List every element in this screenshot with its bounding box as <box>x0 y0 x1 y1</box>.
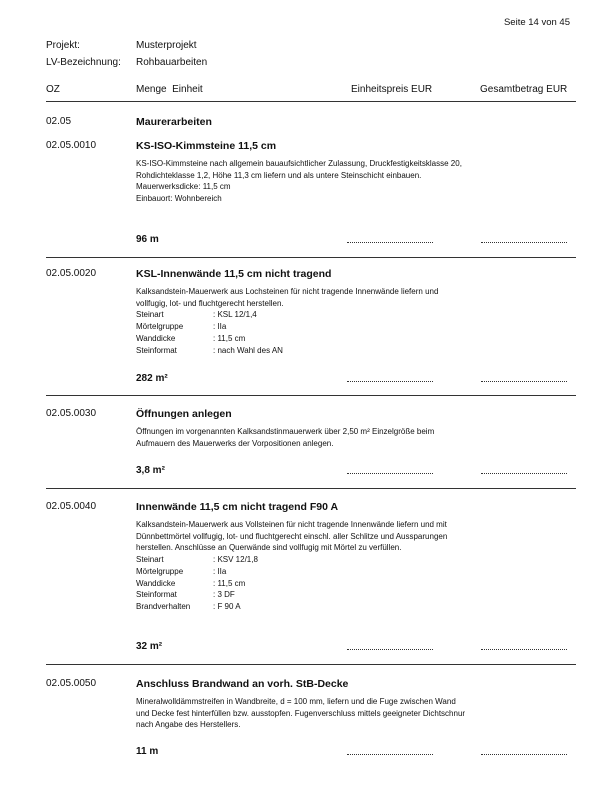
property-key: Mörtelgruppe <box>136 566 184 576</box>
total-price-field <box>481 381 567 382</box>
position-description <box>136 426 556 449</box>
description-line: vollfugig, lot- und fluchtgerecht herstellen. <box>136 298 284 308</box>
page-number: Seite 14 von 45 <box>503 17 570 28</box>
description-line: nach Angabe des Herstellers. <box>136 720 241 730</box>
property-row <box>136 566 556 578</box>
lv-label: LV-Bezeichnung: <box>46 57 121 68</box>
project-value: Musterprojekt <box>136 40 197 51</box>
property-value: : F 90 A <box>213 601 241 611</box>
property-row <box>136 578 556 590</box>
position-oz: 02.05.0020 <box>46 268 97 279</box>
item-separator <box>46 257 576 258</box>
position-oz: 02.05.0030 <box>46 408 97 419</box>
header-rule <box>46 101 576 102</box>
position-oz: 02.05.0040 <box>46 501 97 512</box>
property-value: : KSV 12/1,8 <box>213 555 258 565</box>
property-key: Mörtelgruppe <box>136 322 184 332</box>
unit-price-field <box>347 473 433 474</box>
project-label: Projekt: <box>46 40 80 51</box>
item-separator <box>46 395 576 396</box>
section-oz: 02.05 <box>46 116 72 127</box>
property-key: Wanddicke <box>136 578 176 588</box>
position-quantity: 11 m <box>136 746 159 757</box>
property-value: : IIa <box>213 566 227 576</box>
property-row <box>136 333 556 345</box>
item-separator <box>46 664 576 665</box>
column-gesamtbetrag: Gesamtbetrag EUR <box>480 84 568 95</box>
total-price-field <box>481 649 567 650</box>
position-oz: 02.05.0010 <box>46 140 97 151</box>
property-value: : IIa <box>213 322 227 332</box>
description-line: Dünnbettmörtel vollfugig, lot- und fluchtgerecht einschl. aller Schlitze und Aussparungen <box>136 531 448 541</box>
property-value: : 11,5 cm <box>213 578 246 588</box>
description-line: und Decke fest hinterfüllen bzw. ausstopfen. Fugenverschluss mittels geeigneter Dichtschnur <box>136 708 466 718</box>
column-einheitspreis: Einheitspreis EUR <box>351 84 433 95</box>
description-line: Mauerwerksdicke: 11,5 cm <box>136 182 231 192</box>
position-title: Anschluss Brandwand an vorh. StB-Decke <box>136 678 349 690</box>
total-price-field <box>481 473 567 474</box>
property-row <box>136 321 556 333</box>
position-description <box>136 519 556 613</box>
position-description <box>136 286 556 356</box>
description-line: Kalksandstein-Mauerwerk aus Vollsteinen für nicht tragende Innenwände liefern und mit <box>136 520 447 529</box>
property-row <box>136 601 556 613</box>
description-line: KS-ISO-Kimmsteine nach allgemein bauaufsichtlicher Zulassung, Druckfestigkeitsklasse 20, <box>136 159 462 168</box>
position-description <box>136 696 556 731</box>
description-line: Rohdichteklasse 1,2, Höhe 11,3 cm liefern und als untere Steinschicht einbauen. <box>136 170 422 180</box>
property-value: : 3 DF <box>213 590 235 600</box>
unit-price-field <box>347 754 433 755</box>
unit-price-field <box>347 242 433 243</box>
property-key: Wanddicke <box>136 333 176 343</box>
item-separator <box>46 488 576 489</box>
lv-value: Rohbauarbeiten <box>136 57 208 68</box>
property-row <box>136 309 556 321</box>
position-quantity: 282 m² <box>136 373 168 384</box>
property-row <box>136 589 556 601</box>
position-title: KS-ISO-Kimmsteine 11,5 cm <box>136 140 277 152</box>
property-key: Steinart <box>136 310 164 320</box>
unit-price-field <box>347 381 433 382</box>
property-row <box>136 554 556 566</box>
property-value: : nach Wahl des AN <box>213 345 283 355</box>
position-title: Innenwände 11,5 cm nicht tragend F90 A <box>136 501 339 513</box>
column-menge-einheit: Menge Einheit <box>136 84 203 95</box>
position-oz: 02.05.0050 <box>46 678 97 689</box>
section-title: Maurerarbeiten <box>136 116 212 128</box>
description-line: Öffnungen im vorgenannten Kalksandstinmauerwerk über 2,50 m² Einzelgröße beim <box>136 427 435 436</box>
position-description <box>136 158 556 205</box>
property-key: Steinart <box>136 555 164 565</box>
position-quantity: 32 m² <box>136 641 163 652</box>
position-title: KSL-Innenwände 11,5 cm nicht tragend <box>136 268 332 280</box>
property-row <box>136 345 556 357</box>
column-oz: OZ <box>46 84 60 95</box>
description-line: Einbauort: Wohnbereich <box>136 194 222 204</box>
property-value: : KSL 12/1,4 <box>213 310 257 320</box>
description-line: herstellen. Anschlüsse an Querwände sind vollfugig mit Mörtel zu verfüllen. <box>136 543 402 553</box>
total-price-field <box>481 754 567 755</box>
position-title: Öffnungen anlegen <box>136 408 232 420</box>
property-key: Steinformat <box>136 345 177 355</box>
position-quantity: 96 m <box>136 234 159 245</box>
description-line: Kalksandstein-Mauerwerk aus Lochsteinen für nicht tragende Innenwände liefern und <box>136 287 439 296</box>
total-price-field <box>481 242 567 243</box>
property-key: Steinformat <box>136 590 177 600</box>
property-key: Brandverhalten <box>136 601 191 611</box>
description-line: Aufmauern des Mauerwerks der Vorpositionen anlegen. <box>136 438 334 448</box>
unit-price-field <box>347 649 433 650</box>
property-value: : 11,5 cm <box>213 333 246 343</box>
description-line: Mineralwolldämmstreifen in Wandbreite, d = 100 mm, liefern und die Fuge zwischen Wand <box>136 697 456 706</box>
position-quantity: 3,8 m² <box>136 465 165 476</box>
